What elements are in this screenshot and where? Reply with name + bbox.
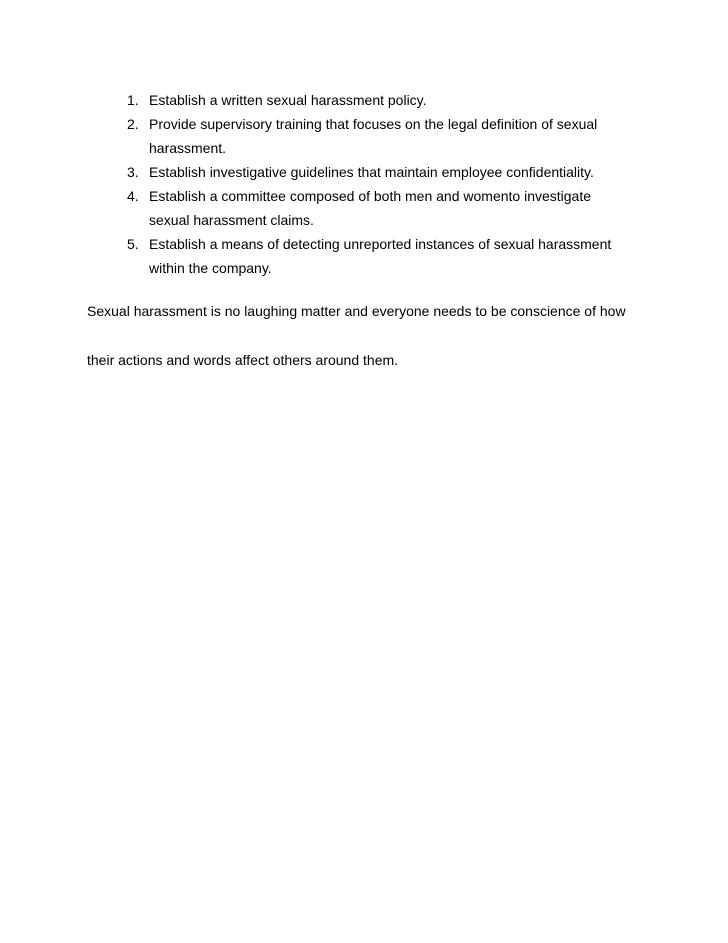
closing-paragraph-line-2: their actions and words affect others around them.	[87, 352, 399, 368]
list-item	[0, 160, 629, 184]
list-item-text-continued: harassment.	[149, 140, 227, 156]
list-number: 2.	[127, 116, 139, 132]
recommendations-list	[0, 88, 728, 280]
list-item	[0, 112, 629, 160]
list-number: 5.	[127, 236, 139, 252]
list-item	[0, 232, 629, 280]
list-item-text: Establish investigative guidelines that maintain employee confidentiality.	[149, 164, 594, 180]
list-number: 1.	[127, 92, 139, 108]
list-item-text: Establish a means of detecting unreported instances of sexual harassment	[149, 236, 612, 252]
list-item	[0, 184, 629, 232]
list-item-text-continued: sexual harassment claims.	[149, 212, 314, 228]
list-item-text: Establish a written sexual harassment policy.	[149, 92, 427, 108]
list-number: 3.	[127, 164, 139, 180]
list-item-text: Establish a committee composed of both men and womento investigate	[149, 188, 592, 204]
list-item-text: Provide supervisory training that focuses on the legal definition of sexual	[149, 116, 598, 132]
list-item-text-continued: within the company.	[149, 260, 272, 276]
list-number: 4.	[127, 188, 139, 204]
list-item	[0, 88, 629, 112]
closing-paragraph-line-1: Sexual harassment is no laughing matter and everyone needs to be conscience of how	[87, 303, 626, 319]
